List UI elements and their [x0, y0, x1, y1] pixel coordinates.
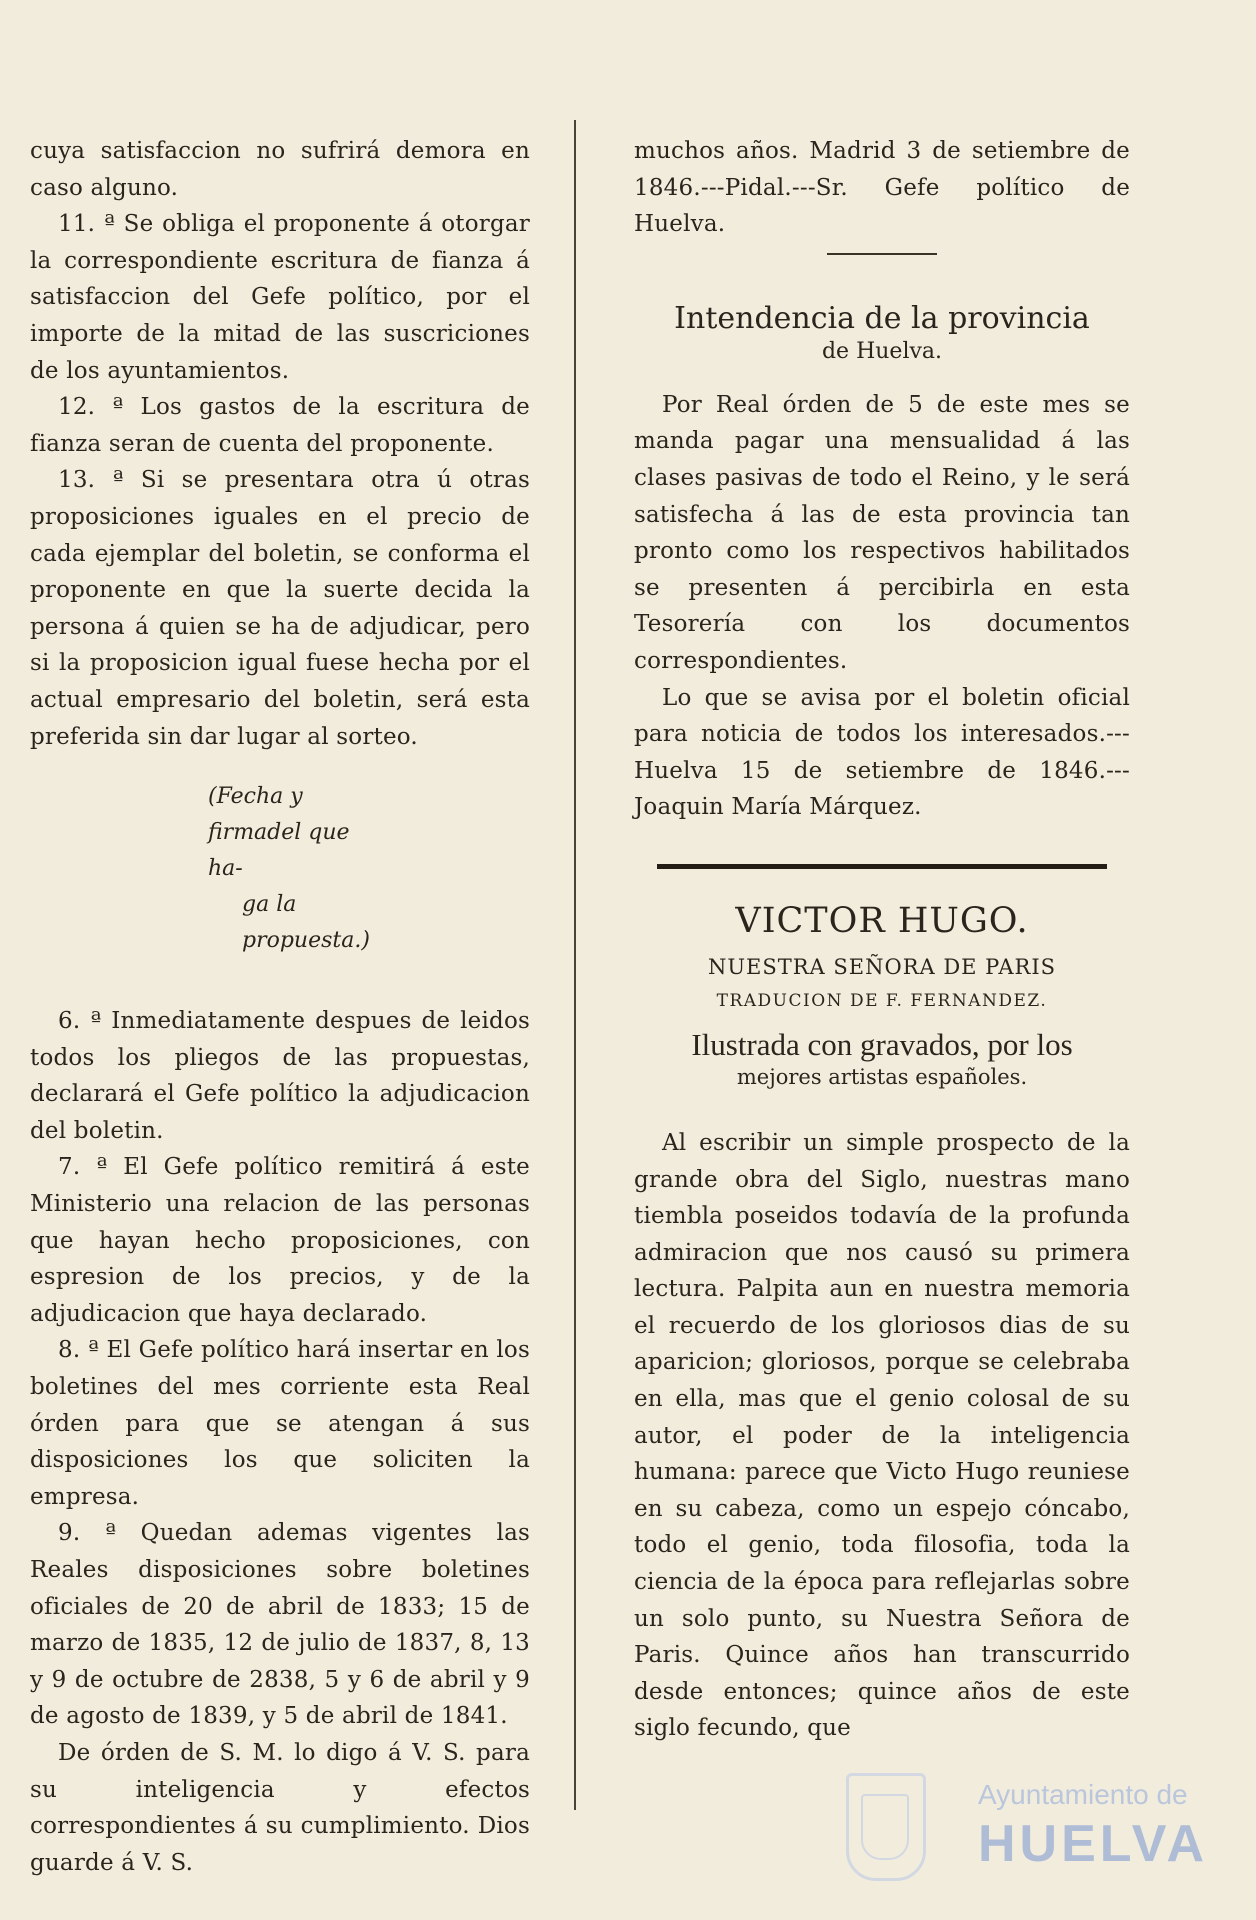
- paragraph: 13. ª Si se presentara otra ú otras proposiciones iguales en el precio de cada ejemplar del boletin, se conforma el proponente en que la suerte decida la persona á quien se ha de adjudicar, pero si la proposicion igual fuese hecha por el actual empresario del boletin, será esta preferida sin dar lugar al sorteo.: [30, 467, 530, 750]
- paragraph: 9. ª Quedan ademas vigentes las Reales disposiciones sobre boletines oficiales de 20 de abril de 1833; 15 de marzo de 1835, 12 de julio de 1837, 8, 13 y 9 de octubre de 2838, 5 y 6 de abril y 9 de agosto de 1839, y 5 de abril de 1841.: [30, 1520, 530, 1730]
- paragraph: 12. ª Los gastos de la escritura de fianza seran de cuenta del proponente.: [30, 394, 530, 457]
- article-title: VICTOR HUGO.: [735, 900, 1029, 941]
- article-translation-credit: TRADUCION DE F. FERNANDEZ.: [716, 990, 1048, 1011]
- left-column: [30, 133, 530, 1881]
- watermark-crest-icon: [846, 1773, 926, 1881]
- section-rule: [827, 253, 937, 255]
- paragraph: cuya satisfaccion no sufrirá demora en caso alguno.: [30, 138, 530, 201]
- watermark-text: Ayuntamiento de: [978, 1779, 1188, 1810]
- signature-placeholder: [30, 779, 370, 959]
- right-column: [634, 133, 1130, 1747]
- paragraph: De órden de S. M. lo digo á V. S. para su inteligencia y efectos correspondientes á su cumplimiento. Dios guarde á V. S.: [30, 1739, 530, 1876]
- paragraph: Lo que se avisa por el boletin oficial para noticia de todos los interesados.--- Huelva 15 de setiembre de 1846.---Joaquin María Márquez.: [634, 684, 1130, 821]
- article-illustration-note: Ilustrada con gravados, por los: [691, 1026, 1073, 1062]
- paragraph: 8. ª El Gefe político hará insertar en los boletines del mes corriente esta Real órden para que se atengan á sus disposiciones los que soliciten la empresa.: [30, 1337, 530, 1510]
- article-illustration-note: mejores artistas españoles.: [736, 1064, 1028, 1089]
- paragraph: Al escribir un simple prospecto de la grande obra del Siglo, nuestras mano tiembla poseidos todavía de la profunda admiracion que nos causó su primera lectura. Palpita aun en nuestra memoria el recuerdo de los gloriosos dias de su aparicion; gloriosos, porque se celebraba en ella, mas que el genio colosal de su autor, el poder de la inteligencia humana: parece que Victo Hugo reuniese en su cabeza, como un espejo cóncabo, todo el genio, toda filosofia, toda la ciencia de la época para reflejarlas sobre un solo punto, su Nuestra Señora de Paris. Quince años han transcurrido desde entonces; quince años de este siglo fecundo, que: [634, 1129, 1130, 1742]
- column-divider: [574, 120, 576, 1810]
- section-rule: [657, 864, 1107, 869]
- section-heading: Intendencia de la provincia: [674, 300, 1090, 336]
- paragraph: Por Real órden de 5 de este mes se manda pagar una mensualidad á las clases pasivas de todo el Reino, y le será satisfecha á las de esta provincia tan pronto como los respectivos habilitados se presenten á percibirla en esta Tesorería con los documentos correspondientes.: [634, 391, 1130, 674]
- paragraph: 11. ª Se obliga el proponente á otorgar la correspondiente escritura de fianza á satisfaccion del Gefe político, por el importe de la mitad de las suscriciones de los ayuntamientos.: [30, 211, 530, 384]
- signature-line: ga la propuesta.): [242, 892, 370, 954]
- article-subtitle: NUESTRA SEÑORA DE PARIS: [707, 954, 1057, 979]
- paragraph: muchos años. Madrid 3 de setiembre de 1846.---Pidal.---Sr. Gefe político de Huelva.: [634, 138, 1130, 238]
- section-subheading: de Huelva.: [821, 338, 943, 364]
- watermark-text: HUELVA: [978, 1815, 1209, 1873]
- paragraph: 6. ª Inmediatamente despues de leidos todos los pliegos de las propuestas, declarará el Gefe político la adjudicacion del boletin.: [30, 1008, 530, 1144]
- signature-line: (Fecha y firmadel que ha-: [208, 784, 350, 882]
- paragraph: 7. ª El Gefe político remitirá á este Ministerio una relacion de las personas que hayan hecho proposiciones, con espresion de los precios, y de la adjudicacion que haya declarado.: [30, 1154, 530, 1327]
